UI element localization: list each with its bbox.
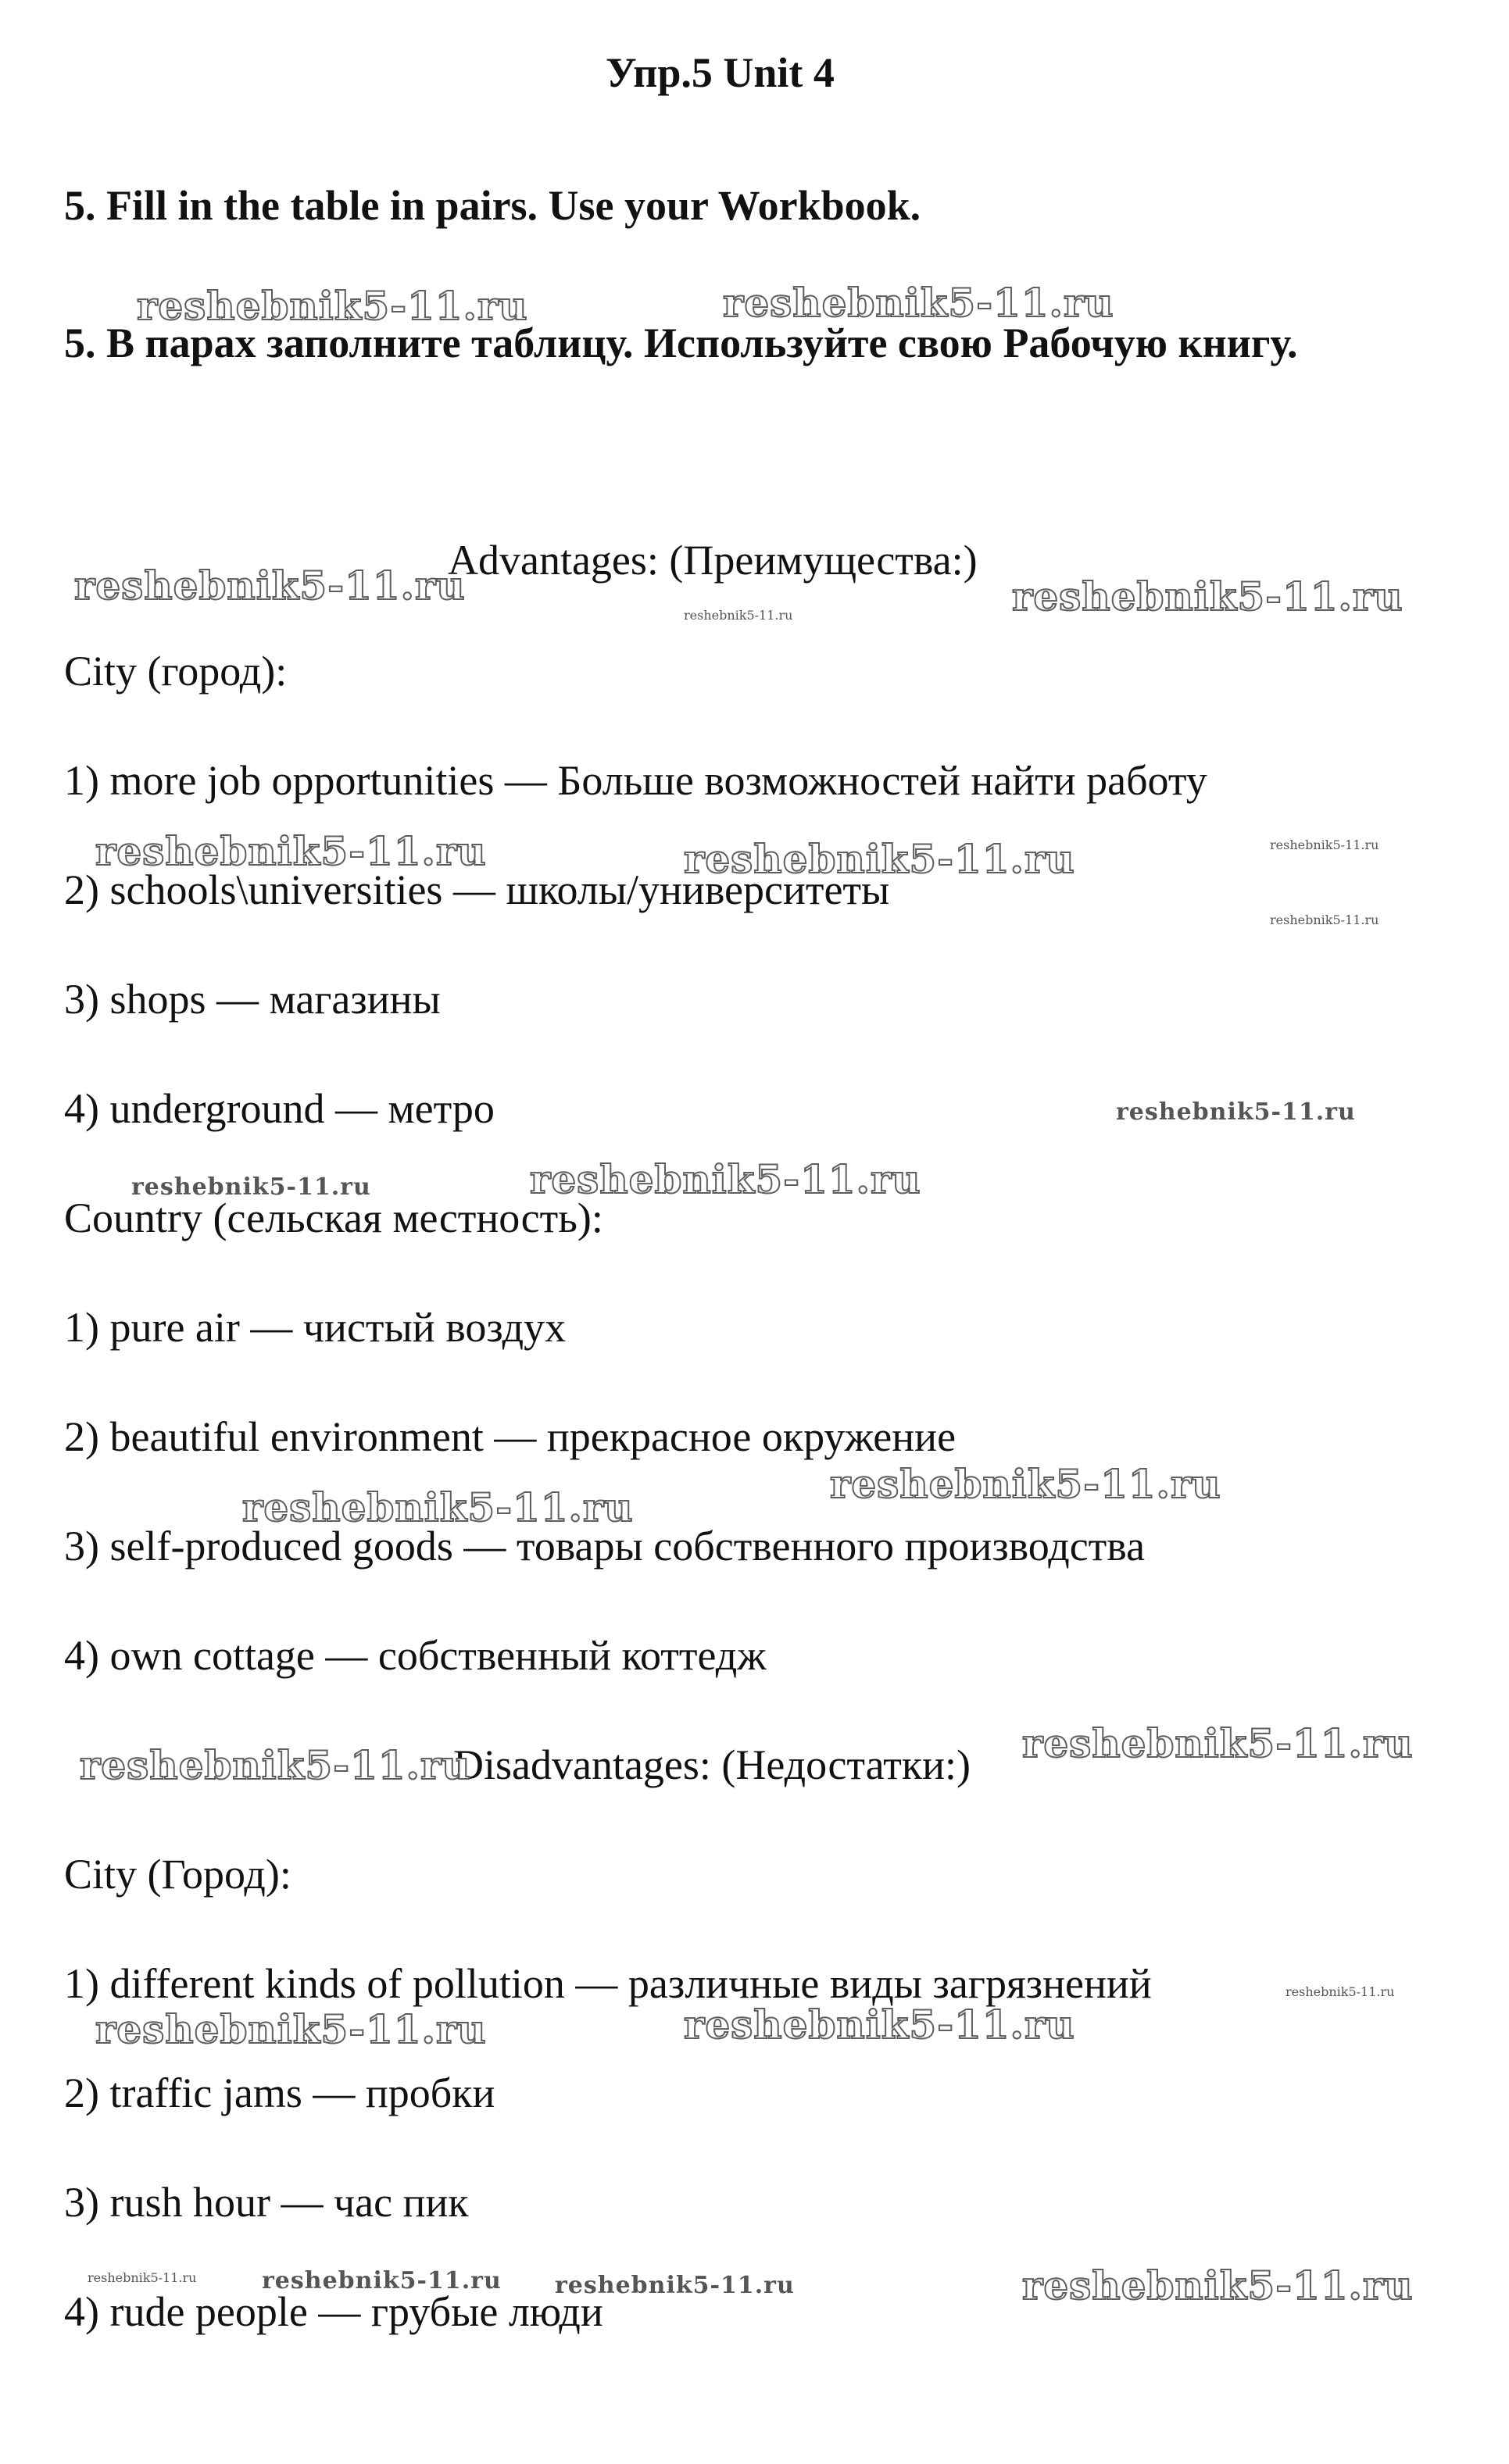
watermark: reshebnik5-11.ru <box>242 1484 634 1530</box>
watermark: reshebnik5-11.ru <box>723 280 1114 326</box>
watermark: reshebnik5-11.ru <box>830 1461 1221 1507</box>
disadvantages-city-item-2: 2) traffic jams — пробки <box>64 2069 495 2116</box>
task-english: 5. Fill in the table in pairs. Use your Workbook. <box>64 182 921 229</box>
watermark: reshebnik5-11.ru <box>131 1173 371 1201</box>
watermark: reshebnik5-11.ru <box>555 2272 795 2299</box>
advantages-heading: Advantages: (Преимущества:) <box>448 537 978 584</box>
watermark: reshebnik5-11.ru <box>1012 573 1404 620</box>
task-russian: 5. В парах заполните таблицу. Используйте свою Рабочую книгу. <box>64 320 1298 366</box>
watermark: reshebnik5-11.ru <box>74 562 466 609</box>
advantages-city-item-2: 2) schools\universities — школы/университеты <box>64 866 890 913</box>
watermark: reshebnik5-11.ru <box>684 608 793 623</box>
advantages-country-item-4: 4) own cottage — собственный коттедж <box>64 1632 767 1679</box>
watermark: reshebnik5-11.ru <box>95 2006 487 2052</box>
watermark: reshebnik5-11.ru <box>684 2002 1075 2048</box>
disadvantages-city-item-4: 4) rude people — грубые люди <box>64 2288 603 2335</box>
advantages-country-item-2: 2) beautiful environment — прекрасное окружение <box>64 1413 957 1460</box>
watermark: reshebnik5-11.ru <box>684 836 1075 882</box>
watermark: reshebnik5-11.ru <box>1022 1720 1414 1766</box>
disadvantages-city-label: City (Город): <box>64 1851 291 1898</box>
advantages-country-item-3: 3) self-produced goods — товары собственного производства <box>64 1523 1146 1569</box>
disadvantages-city-item-3: 3) rush hour — час пик <box>64 2179 469 2226</box>
advantages-city-item-3: 3) shops — магазины <box>64 976 441 1023</box>
watermark: reshebnik5-11.ru <box>88 2270 197 2285</box>
advantages-country-item-1: 1) pure air — чистый воздух <box>64 1304 567 1351</box>
watermark: reshebnik5-11.ru <box>262 2267 502 2294</box>
watermark: reshebnik5-11.ru <box>1286 1984 1395 1999</box>
page-title: Упр.5 Unit 4 <box>606 49 835 96</box>
watermark: reshebnik5-11.ru <box>1270 837 1379 852</box>
watermark: reshebnik5-11.ru <box>1270 912 1379 927</box>
watermark: reshebnik5-11.ru <box>137 283 528 329</box>
watermark: reshebnik5-11.ru <box>80 1742 471 1788</box>
watermark: reshebnik5-11.ru <box>95 828 487 874</box>
watermark: reshebnik5-11.ru <box>1116 1098 1356 1126</box>
watermark: reshebnik5-11.ru <box>530 1156 921 1202</box>
advantages-city-item-1: 1) more job opportunities — Больше возможностей найти работу <box>64 757 1207 804</box>
advantages-country-label: Country (сельская местность): <box>64 1195 603 1241</box>
disadvantages-heading: Disadvantages: (Недостатки:) <box>453 1741 971 1788</box>
watermark: reshebnik5-11.ru <box>1022 2262 1414 2309</box>
advantages-city-item-4: 4) underground — метро <box>64 1085 495 1132</box>
disadvantages-city-item-1: 1) different kinds of pollution — различные виды загрязнений <box>64 1960 1152 2007</box>
advantages-city-label: City (город): <box>64 648 288 695</box>
